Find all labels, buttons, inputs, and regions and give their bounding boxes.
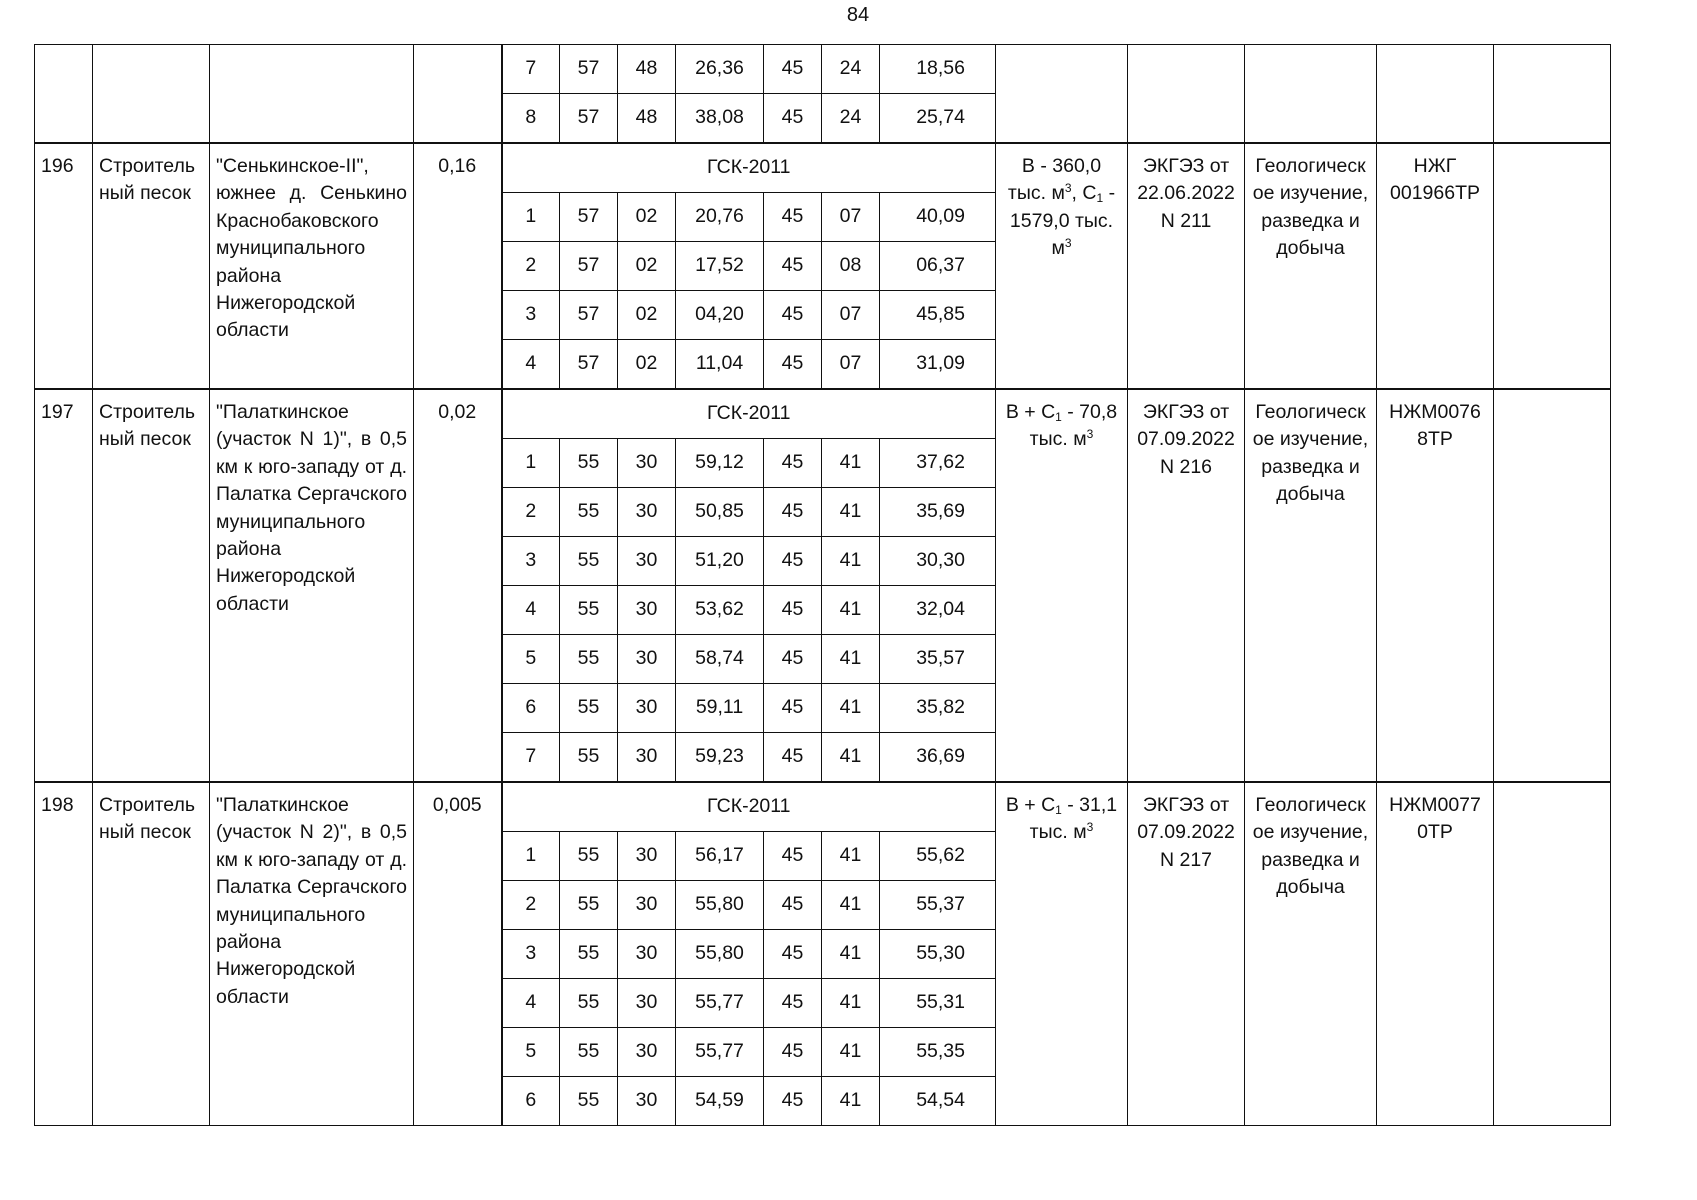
latitude-seconds: 53,62	[676, 586, 764, 635]
longitude-minutes: 41	[822, 635, 880, 684]
vertex-number: 3	[502, 930, 560, 979]
longitude-minutes: 07	[822, 340, 880, 390]
latitude-seconds: 55,80	[676, 881, 764, 930]
longitude-seconds: 32,04	[880, 586, 996, 635]
mineral-type: Строитель ный песок	[93, 389, 210, 782]
usage-purpose: Геологическ ое изучение, разведка и добыча	[1245, 389, 1377, 782]
latitude-minutes: 30	[618, 635, 676, 684]
longitude-minutes: 41	[822, 1077, 880, 1126]
deposit-row	[35, 143, 1611, 193]
latitude-seconds: 17,52	[676, 242, 764, 291]
mineral-type: Строитель ный песок	[93, 782, 210, 1126]
area-cell	[414, 45, 502, 144]
usage-purpose: Геологическ ое изучение, разведка и добыча	[1245, 782, 1377, 1126]
longitude-degrees: 45	[764, 1077, 822, 1126]
latitude-minutes: 02	[618, 193, 676, 242]
latitude-degrees: 55	[560, 733, 618, 783]
longitude-degrees: 45	[764, 94, 822, 144]
latitude-seconds: 38,08	[676, 94, 764, 144]
latitude-seconds: 54,59	[676, 1077, 764, 1126]
deposit-number: 197	[35, 389, 93, 782]
longitude-minutes: 41	[822, 1028, 880, 1077]
deposit-area: 0,005	[414, 782, 502, 1126]
notes-cell	[1494, 389, 1611, 782]
latitude-minutes: 02	[618, 291, 676, 340]
deposit-row	[35, 389, 1611, 439]
longitude-minutes: 41	[822, 733, 880, 783]
latitude-seconds: 26,36	[676, 45, 764, 94]
latitude-minutes: 30	[618, 979, 676, 1028]
latitude-degrees: 55	[560, 488, 618, 537]
mineral-cell	[93, 45, 210, 144]
latitude-minutes: 30	[618, 684, 676, 733]
approval-protocol: ЭКГЭЗ от 22.06.2022 N 211	[1128, 143, 1245, 389]
longitude-minutes: 41	[822, 488, 880, 537]
longitude-seconds: 30,30	[880, 537, 996, 586]
coordinate-system: ГСК-2011	[502, 143, 996, 193]
deposit-number: 196	[35, 143, 93, 389]
deposit-reserves: $В + С_1 - 70,8$ тыс. $м^3$	[996, 389, 1128, 782]
latitude-degrees: 57	[560, 242, 618, 291]
longitude-minutes: 41	[822, 979, 880, 1028]
longitude-degrees: 45	[764, 684, 822, 733]
vertex-number: 4	[502, 979, 560, 1028]
longitude-minutes: 41	[822, 832, 880, 881]
latitude-seconds: 11,04	[676, 340, 764, 390]
latitude-degrees: 55	[560, 537, 618, 586]
latitude-seconds: 55,77	[676, 1028, 764, 1077]
longitude-degrees: 45	[764, 291, 822, 340]
vertex-number: 5	[502, 635, 560, 684]
latitude-seconds: 55,77	[676, 979, 764, 1028]
license-number: НЖМ0077 0ТР	[1377, 782, 1494, 1126]
longitude-minutes: 41	[822, 684, 880, 733]
latitude-seconds: 51,20	[676, 537, 764, 586]
notes-cell	[1494, 143, 1611, 389]
latitude-degrees: 57	[560, 193, 618, 242]
longitude-seconds: 18,56	[880, 45, 996, 94]
longitude-degrees: 45	[764, 193, 822, 242]
deposits-table	[34, 44, 1611, 1126]
deposit-number: 198	[35, 782, 93, 1126]
latitude-degrees: 57	[560, 45, 618, 94]
longitude-degrees: 45	[764, 635, 822, 684]
protocol-cell	[1128, 45, 1245, 144]
longitude-degrees: 45	[764, 881, 822, 930]
coordinate-system: ГСК-2011	[502, 389, 996, 439]
latitude-seconds: 04,20	[676, 291, 764, 340]
latitude-minutes: 30	[618, 537, 676, 586]
longitude-minutes: 41	[822, 930, 880, 979]
longitude-minutes: 41	[822, 881, 880, 930]
longitude-seconds: 36,69	[880, 733, 996, 783]
vertex-number: 7	[502, 45, 560, 94]
vertex-number: 2	[502, 242, 560, 291]
notes-cell	[1494, 782, 1611, 1126]
longitude-seconds: 55,62	[880, 832, 996, 881]
longitude-degrees: 45	[764, 733, 822, 783]
approval-protocol: ЭКГЭЗ от 07.09.2022 N 216	[1128, 389, 1245, 782]
deposit-row	[35, 782, 1611, 832]
longitude-degrees: 45	[764, 242, 822, 291]
longitude-degrees: 45	[764, 488, 822, 537]
longitude-seconds: 55,30	[880, 930, 996, 979]
latitude-minutes: 30	[618, 586, 676, 635]
longitude-minutes: 41	[822, 586, 880, 635]
latitude-seconds: 20,76	[676, 193, 764, 242]
longitude-degrees: 45	[764, 832, 822, 881]
latitude-degrees: 55	[560, 635, 618, 684]
latitude-seconds: 59,11	[676, 684, 764, 733]
vertex-number: 6	[502, 1077, 560, 1126]
latitude-minutes: 30	[618, 488, 676, 537]
longitude-degrees: 45	[764, 45, 822, 94]
vertex-number: 8	[502, 94, 560, 144]
deposit-location: "Палаткинское (участок N 2)", в 0,5 км к юго-западу от д. Палатка Сергачского муниципального района Нижегородской области	[210, 782, 414, 1126]
vertex-number: 4	[502, 586, 560, 635]
location-cell	[210, 45, 414, 144]
longitude-degrees: 45	[764, 979, 822, 1028]
number-cell	[35, 45, 93, 144]
latitude-minutes: 48	[618, 45, 676, 94]
longitude-minutes: 07	[822, 193, 880, 242]
table-body	[35, 45, 1611, 1126]
longitude-seconds: 35,82	[880, 684, 996, 733]
latitude-minutes: 30	[618, 881, 676, 930]
deposit-reserves: $В + С_1 - 31,1$ тыс. $м^3$	[996, 782, 1128, 1126]
longitude-minutes: 24	[822, 94, 880, 144]
longitude-seconds: 35,69	[880, 488, 996, 537]
latitude-minutes: 48	[618, 94, 676, 144]
longitude-degrees: 45	[764, 439, 822, 488]
longitude-seconds: 40,09	[880, 193, 996, 242]
longitude-minutes: 08	[822, 242, 880, 291]
license-cell	[1377, 45, 1494, 144]
mineral-type: Строитель ный песок	[93, 143, 210, 389]
vertex-number: 1	[502, 439, 560, 488]
latitude-minutes: 30	[618, 439, 676, 488]
deposit-area: 0,02	[414, 389, 502, 782]
latitude-degrees: 55	[560, 586, 618, 635]
deposit-area: 0,16	[414, 143, 502, 389]
reserves-cell	[996, 45, 1128, 144]
latitude-seconds: 55,80	[676, 930, 764, 979]
latitude-minutes: 30	[618, 832, 676, 881]
longitude-degrees: 45	[764, 537, 822, 586]
longitude-seconds: 35,57	[880, 635, 996, 684]
longitude-minutes: 07	[822, 291, 880, 340]
coordinate-system: ГСК-2011	[502, 782, 996, 832]
notes-cell	[1494, 45, 1611, 144]
latitude-minutes: 02	[618, 340, 676, 390]
latitude-seconds: 59,23	[676, 733, 764, 783]
vertex-number: 3	[502, 537, 560, 586]
latitude-minutes: 30	[618, 930, 676, 979]
longitude-seconds: 37,62	[880, 439, 996, 488]
latitude-degrees: 55	[560, 979, 618, 1028]
latitude-degrees: 55	[560, 1028, 618, 1077]
longitude-seconds: 55,37	[880, 881, 996, 930]
latitude-seconds: 50,85	[676, 488, 764, 537]
longitude-degrees: 45	[764, 1028, 822, 1077]
longitude-seconds: 45,85	[880, 291, 996, 340]
latitude-seconds: 59,12	[676, 439, 764, 488]
longitude-seconds: 31,09	[880, 340, 996, 390]
approval-protocol: ЭКГЭЗ от 07.09.2022 N 217	[1128, 782, 1245, 1126]
deposit-location: "Палаткинское (участок N 1)", в 0,5 км к юго-западу от д. Палатка Сергачского муниципального района Нижегородской области	[210, 389, 414, 782]
longitude-minutes: 41	[822, 537, 880, 586]
latitude-degrees: 55	[560, 832, 618, 881]
purpose-cell	[1245, 45, 1377, 144]
usage-purpose: Геологическ ое изучение, разведка и добыча	[1245, 143, 1377, 389]
latitude-seconds: 56,17	[676, 832, 764, 881]
longitude-seconds: 54,54	[880, 1077, 996, 1126]
vertex-number: 7	[502, 733, 560, 783]
vertex-number: 4	[502, 340, 560, 390]
deposit-location: "Сенькинское-II", южнее д. Сенькино Краснобаковского муниципального района Нижегородской области	[210, 143, 414, 389]
vertex-number: 5	[502, 1028, 560, 1077]
longitude-degrees: 45	[764, 930, 822, 979]
license-number: НЖГ 001966ТР	[1377, 143, 1494, 389]
latitude-seconds: 58,74	[676, 635, 764, 684]
latitude-degrees: 55	[560, 684, 618, 733]
latitude-minutes: 30	[618, 1028, 676, 1077]
vertex-number: 6	[502, 684, 560, 733]
vertex-number: 1	[502, 832, 560, 881]
vertex-number: 2	[502, 488, 560, 537]
longitude-minutes: 41	[822, 439, 880, 488]
latitude-minutes: 02	[618, 242, 676, 291]
latitude-minutes: 30	[618, 733, 676, 783]
vertex-number: 1	[502, 193, 560, 242]
vertex-number: 2	[502, 881, 560, 930]
latitude-degrees: 55	[560, 439, 618, 488]
latitude-degrees: 57	[560, 340, 618, 390]
latitude-degrees: 55	[560, 930, 618, 979]
deposit-reserves: В - 360,0 тыс. $м^3$, $С_1 - 1579,0$ тыс. $м^3$	[996, 143, 1128, 389]
page-number: 84	[846, 4, 870, 26]
longitude-seconds: 06,37	[880, 242, 996, 291]
license-number: НЖМ0076 8ТР	[1377, 389, 1494, 782]
table-row	[35, 45, 1611, 94]
latitude-degrees: 57	[560, 94, 618, 144]
latitude-minutes: 30	[618, 1077, 676, 1126]
longitude-degrees: 45	[764, 586, 822, 635]
vertex-number: 3	[502, 291, 560, 340]
latitude-degrees: 55	[560, 1077, 618, 1126]
longitude-seconds: 25,74	[880, 94, 996, 144]
longitude-minutes: 24	[822, 45, 880, 94]
latitude-degrees: 57	[560, 291, 618, 340]
latitude-degrees: 55	[560, 881, 618, 930]
longitude-seconds: 55,35	[880, 1028, 996, 1077]
longitude-seconds: 55,31	[880, 979, 996, 1028]
longitude-degrees: 45	[764, 340, 822, 390]
